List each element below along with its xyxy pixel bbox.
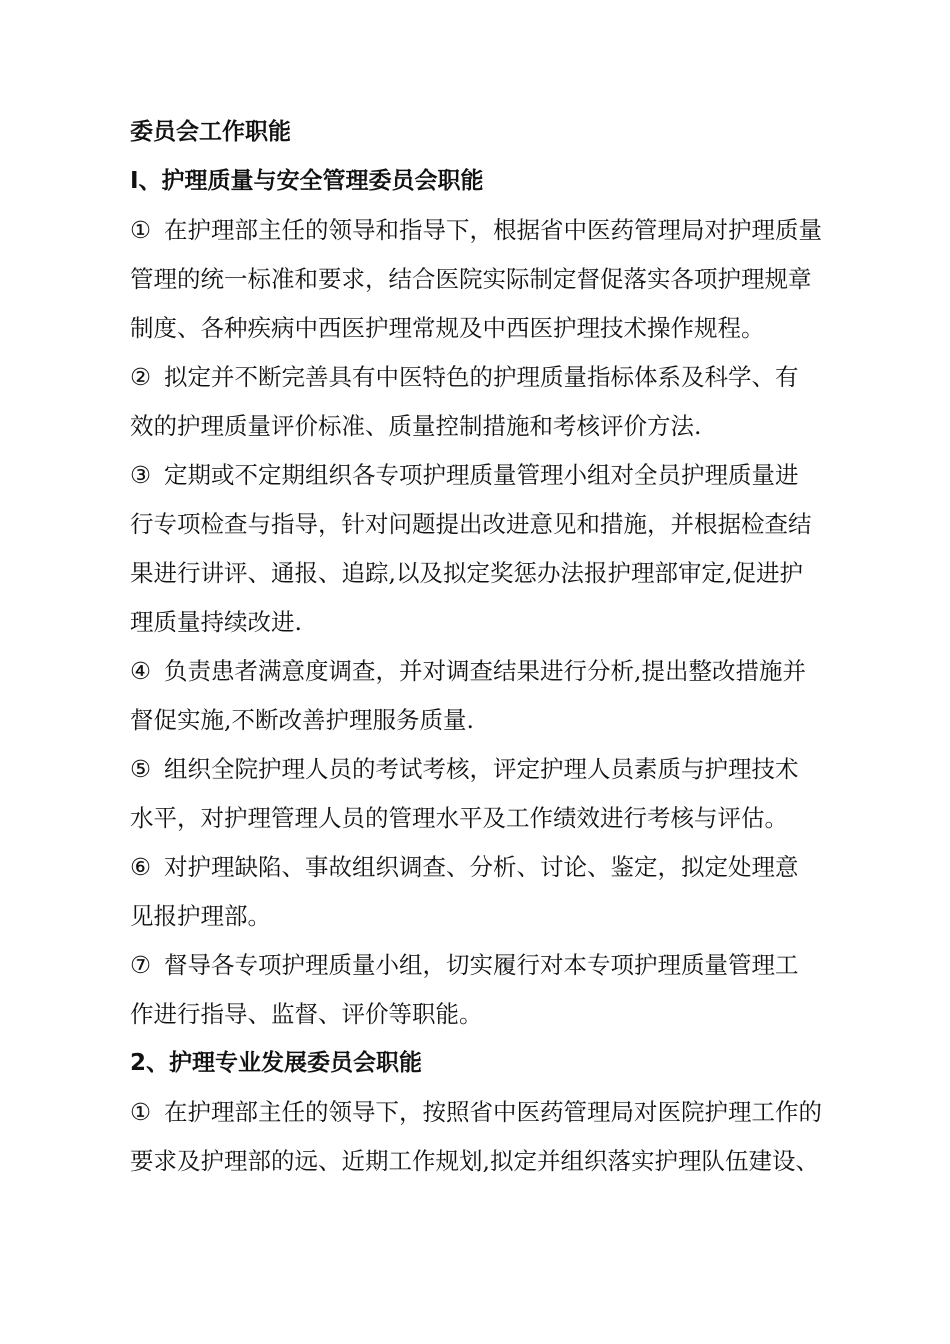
item-line xyxy=(130,745,858,794)
item-marker: ④ xyxy=(130,657,152,685)
list-item xyxy=(130,1088,858,1186)
item-line: 水平，对护理管理人员的管理水平及工作绩效进行考核与评估。 xyxy=(130,804,788,832)
item-text: 定期或不定期组织各专项护理质量管理小组对全员护理质量进 xyxy=(164,461,799,489)
item-marker: ⑦ xyxy=(130,951,152,979)
item-line xyxy=(130,451,858,500)
item-line xyxy=(130,843,858,892)
item-line: 作进行指导、监督、评价等职能。 xyxy=(130,1000,483,1028)
item-marker: ① xyxy=(130,1098,152,1126)
section-heading: I、护理质量与安全管理委员会职能 xyxy=(130,168,484,194)
item-marker: ② xyxy=(130,363,152,391)
item-line xyxy=(130,206,858,255)
item-line: 要求及护理部的远、近期工作规划,拟定并组织落实护理队伍建设、 xyxy=(130,1147,819,1175)
item-line xyxy=(130,941,858,990)
page-title: 委员会工作职能 xyxy=(130,119,291,145)
item-line xyxy=(130,647,858,696)
item-line: 督促实施,不断改善护理服务质量. xyxy=(130,706,474,734)
item-line xyxy=(130,353,858,402)
item-marker: ① xyxy=(130,216,152,244)
list-item xyxy=(130,647,858,745)
item-line: 理质量持续改进. xyxy=(130,608,302,636)
item-line xyxy=(130,1088,858,1137)
list-item xyxy=(130,745,858,843)
item-text: 组织全院护理人员的考试考核，评定护理人员素质与护理技术 xyxy=(164,755,799,783)
item-line: 行专项检查与指导，针对问题提出改进意见和措施，并根据检查结 xyxy=(130,510,812,538)
item-line: 效的护理质量评价标准、质量控制措施和考核评价方法. xyxy=(130,412,702,440)
item-line: 见报护理部。 xyxy=(130,902,271,930)
item-marker: ③ xyxy=(130,461,152,489)
item-text: 拟定并不断完善具有中医特色的护理质量指标体系及科学、有 xyxy=(164,363,799,391)
item-text: 在护理部主任的领导和指导下，根据省中医药管理局对护理质量 xyxy=(164,216,822,244)
list-item xyxy=(130,451,858,647)
list-item xyxy=(130,941,858,1039)
list-item xyxy=(130,206,858,353)
item-text: 在护理部主任的领导下，按照省中医药管理局对医院护理工作的 xyxy=(164,1098,822,1126)
item-text: 负责患者满意度调查，并对调查结果进行分析,提出整改措施并 xyxy=(164,657,806,685)
list-item xyxy=(130,843,858,941)
document-body xyxy=(130,108,858,1186)
item-text: 督导各专项护理质量小组，切实履行对本专项护理质量管理工 xyxy=(164,951,799,979)
item-line: 果进行讲评、通报、追踪,以及拟定奖惩办法报护理部审定,促进护 xyxy=(130,559,803,587)
item-marker: ⑤ xyxy=(130,755,152,783)
item-line: 制度、各种疾病中西医护理常规及中西医护理技术操作规程。 xyxy=(130,314,765,342)
item-marker: ⑥ xyxy=(130,853,152,881)
list-item xyxy=(130,353,858,451)
section-heading: 2、护理专业发展委员会职能 xyxy=(130,1050,423,1076)
item-text: 对护理缺陷、事故组织调查、分析、讨论、鉴定，拟定处理意 xyxy=(164,853,799,881)
item-line: 管理的统一标准和要求，结合医院实际制定督促落实各项护理规章 xyxy=(130,265,812,293)
